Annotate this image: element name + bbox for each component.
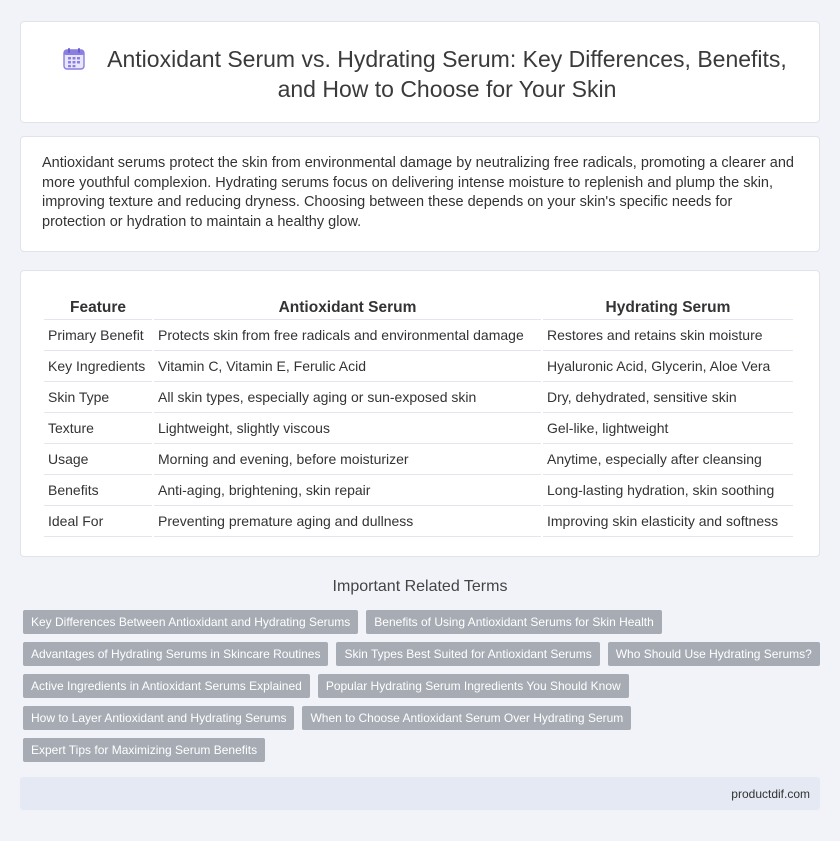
feature-cell: Benefits	[44, 475, 152, 506]
antioxidant-cell: Morning and evening, before moisturizer	[154, 444, 541, 475]
header-hydrating: Hydrating Serum	[543, 295, 793, 320]
calendar-icon	[61, 46, 87, 72]
footer	[20, 777, 820, 810]
related-term-tag[interactable]: Skin Types Best Suited for Antioxidant Serums	[336, 642, 599, 666]
antioxidant-cell: Preventing premature aging and dullness	[154, 506, 541, 537]
table-row	[44, 475, 793, 506]
antioxidant-cell: Vitamin C, Vitamin E, Ferulic Acid	[154, 351, 541, 382]
intro-text: Antioxidant serums protect the skin from environmental damage by neutralizing free radicals, promoting a clearer and more youthful complexion. Hydrating serums focus on delivering intense moisture to replenish and plump the skin, improving texture and reducing dryness. Choosing between these depends on your skin's specific needs for protection or hydration to maintain a healthy glow.	[42, 155, 794, 231]
feature-cell: Ideal For	[44, 506, 152, 537]
tag-row	[23, 674, 823, 698]
related-term-tag[interactable]: Benefits of Using Antioxidant Serums for Skin Health	[366, 610, 661, 634]
related-term-tag[interactable]: When to Choose Antioxidant Serum Over Hydrating Serum	[302, 706, 631, 730]
hydrating-cell: Long-lasting hydration, skin soothing	[543, 475, 793, 506]
antioxidant-cell: Lightweight, slightly viscous	[154, 413, 541, 444]
feature-cell: Primary Benefit	[44, 320, 152, 351]
table-header-row	[44, 295, 793, 320]
related-terms-heading: Important Related Terms	[332, 578, 508, 595]
feature-cell: Usage	[44, 444, 152, 475]
table-row	[44, 382, 793, 413]
header-card	[20, 21, 820, 123]
related-term-tag[interactable]: Active Ingredients in Antioxidant Serums Explained	[23, 674, 310, 698]
related-term-tag[interactable]: Expert Tips for Maximizing Serum Benefits	[23, 738, 265, 762]
feature-cell: Skin Type	[44, 382, 152, 413]
table-row	[44, 320, 793, 351]
table-row	[44, 351, 793, 382]
related-terms-list	[23, 610, 823, 770]
related-term-tag[interactable]: Popular Hydrating Serum Ingredients You Should Know	[318, 674, 629, 698]
hydrating-cell: Restores and retains skin moisture	[543, 320, 793, 351]
hydrating-cell: Hyaluronic Acid, Glycerin, Aloe Vera	[543, 351, 793, 382]
related-term-tag[interactable]: Who Should Use Hydrating Serums?	[608, 642, 820, 666]
feature-cell: Texture	[44, 413, 152, 444]
header-antioxidant: Antioxidant Serum	[154, 295, 541, 320]
tag-row	[23, 738, 823, 762]
antioxidant-cell: Protects skin from free radicals and environmental damage	[154, 320, 541, 351]
tag-row	[23, 642, 823, 666]
tag-row	[23, 706, 823, 730]
table-row	[44, 506, 793, 537]
header-feature: Feature	[44, 295, 152, 320]
hydrating-cell: Dry, dehydrated, sensitive skin	[543, 382, 793, 413]
antioxidant-cell: All skin types, especially aging or sun-exposed skin	[154, 382, 541, 413]
table-row	[44, 444, 793, 475]
feature-cell: Key Ingredients	[44, 351, 152, 382]
related-term-tag[interactable]: How to Layer Antioxidant and Hydrating Serums	[23, 706, 294, 730]
comparison-table	[42, 295, 795, 537]
related-term-tag[interactable]: Advantages of Hydrating Serums in Skincare Routines	[23, 642, 328, 666]
page-title: Antioxidant Serum vs. Hydrating Serum: Key Differences, Benefits, and How to Choose for Your Skin	[107, 46, 787, 102]
hydrating-cell: Gel-like, lightweight	[543, 413, 793, 444]
hydrating-cell: Improving skin elasticity and softness	[543, 506, 793, 537]
footer-site[interactable]: productdif.com	[731, 787, 810, 801]
title-wrap	[61, 44, 799, 104]
tag-row	[23, 610, 823, 634]
intro-card	[20, 136, 820, 252]
related-term-tag[interactable]: Key Differences Between Antioxidant and Hydrating Serums	[23, 610, 358, 634]
comparison-card	[20, 270, 820, 557]
table-row	[44, 413, 793, 444]
antioxidant-cell: Anti-aging, brightening, skin repair	[154, 475, 541, 506]
hydrating-cell: Anytime, especially after cleansing	[543, 444, 793, 475]
